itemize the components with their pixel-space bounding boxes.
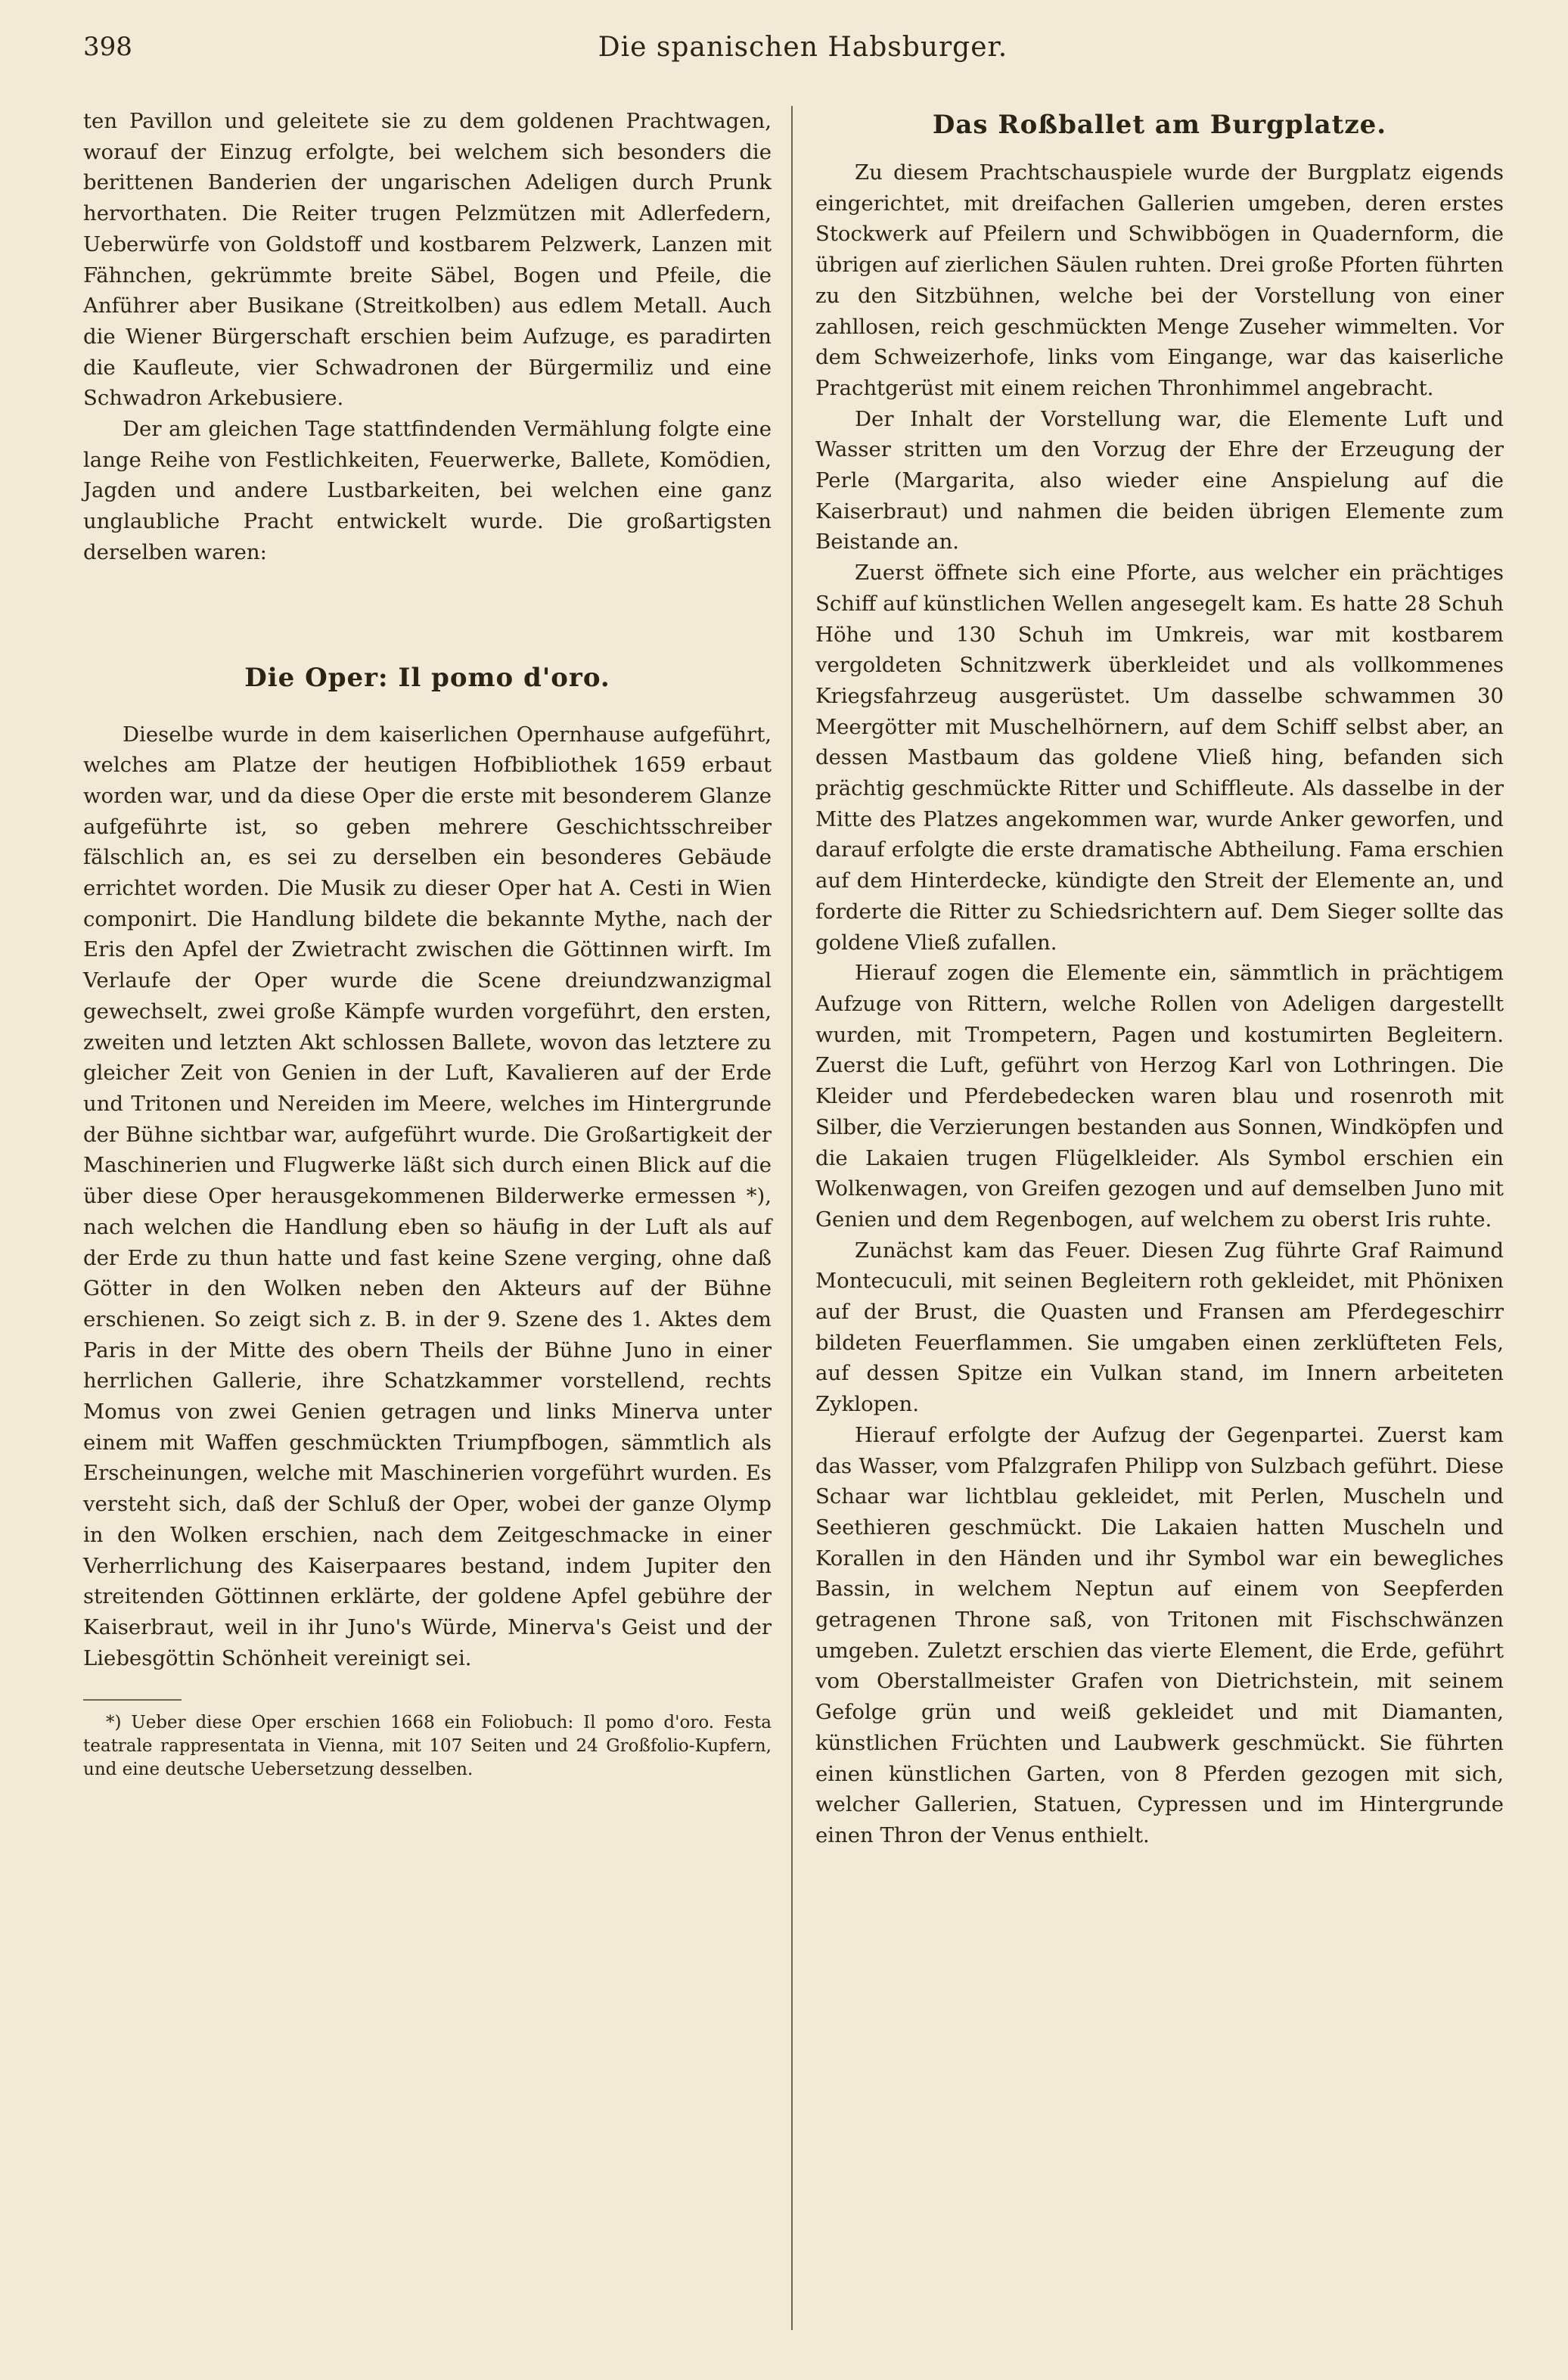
paragraph: Zunächst kam das Feuer. Diesen Zug führte Graf Raimund Montecuculi, mit seinen Begleitern roth gekleidet, mit Phönixen auf der Brust, die Quasten und Fransen am Pferdegeschirr bildeten Feuerflammen. Sie umgaben einen zerklüfteten Fels, auf dessen Spitze ein Vulkan stand, im Innern arbeiteten Zyklopen. [815, 1238, 1504, 1417]
paragraph: Der am gleichen Tage stattfindenden Vermählung folgte eine lange Reihe von Festlichkeiten, Feuerwerke, Ballete, Komödien, Jagden und andere Lustbarkeiten, bei welchen eine ganz unglaubliche Pracht entwickelt wurde. Die großartigsten derselben waren: [83, 417, 772, 564]
paragraph: Zu diesem Prachtschauspiele wurde der Burgplatz eigends eingerichtet, mit dreifachen Gallerien umgeben, deren erstes Stockwerk auf Pfeilern und Schwibbögen in Quadernform, die übrigen auf zierlichen Säulen ruhten. Drei große Pforten führten zu den Sitzbühnen, welche bei der Vorstellung von einer zahllosen, reich geschmückten Menge Zuseher wimmelten. Vor dem Schweizerhofe, links vom Eingange, war das kaiserliche Prachtgerüst mit einem reichen Thronhimmel angebracht. [815, 160, 1504, 400]
paragraph: ten Pavillon und geleitete sie zu dem goldenen Prachtwagen, worauf der Einzug erfolgte, bei welchem sich besonders die berittenen Banderien der ungarischen Adeligen durch Prunk hervorthaten. Die Reiter trugen Pelzmützen mit Adlerfedern, Ueberwürfe von Goldstoff und kostbarem Pelzwerk, Lanzen mit Fähnchen, gekrümmte breite Säbel, Bogen und Pfeile, die Anführer aber Busikane (Streitkolben) aus edlem Metall. Auch die Wiener Bürgerschaft erschien beim Aufzuge, es paradirten die Kaufleute, vier Schwadronen der Bürgermiliz und eine Schwadron Arkebusiere. [83, 109, 772, 411]
left-column [83, 106, 772, 1782]
footnote-divider [83, 1699, 182, 1701]
paragraph: Der Inhalt der Vorstellung war, die Elemente Luft und Wasser stritten um den Vorzug der Ehre der Erzeugung der Perle (Margarita, also wieder eine Anspielung auf die Kaiserbraut) und nahmen die beiden übrigen Elemente zum Beistande an. [815, 406, 1504, 555]
running-title: Die spanischen Habsburger. [598, 32, 1008, 63]
paragraph: Hierauf zogen die Elemente ein, sämmtlich in prächtigem Aufzuge von Rittern, welche Rollen von Adeligen dargestellt wurden, mit Trompetern, Pagen und kostumirten Begleitern. Zuerst die Luft, geführt von Herzog Karl von Lothringen. Die Kleider und Pferdebedecken waren blau und rosenroth mit Silber, die Verzierungen bestanden aus Sonnen, Windköpfen und die Lakaien trugen Flügelkleider. Als Symbol erschien ein Wolkenwagen, von Greifen gezogen und auf demselben Juno mit Genien und dem Regenbogen, auf welchem zu oberst Iris ruhte. [815, 961, 1504, 1232]
column-divider [791, 106, 793, 2330]
paragraph: Zuerst öffnete sich eine Pforte, aus welcher ein prächtiges Schiff auf künstlichen Wellen angesegelt kam. Es hatte 28 Schuh Höhe und 130 Schuh im Umkreis, war mit kostbarem vergoldeten Schnitzwerk überkleidet und als vollkommenes Kriegsfahrzeug ausgerüstet. Um dasselbe schwammen 30 Meergötter mit Muschelhörnern, auf dem Schiff selbst aber, an dessen Mastbaum das goldene Vließ hing, befanden sich prächtig geschmückte Ritter und Schiffleute. Als dasselbe in der Mitte des Platzes angekommen war, wurde Anker geworfen, und darauf erfolgte die erste dramatische Abtheilung. Fama erschien auf dem Hinterdecke, kündigte den Streit der Elemente an, und forderte die Ritter zu Schiedsrichtern auf. Dem Sieger sollte das goldene Vließ zufallen. [815, 561, 1504, 955]
running-head [83, 32, 1523, 77]
section-heading-ballet: Das Roßballet am Burgplatze. [932, 110, 1387, 140]
right-column [815, 106, 1504, 1851]
footnote: *) Ueber diese Oper erschien 1668 ein Foliobuch: Il pomo d'oro. Festa teatrale rappresentata in Vienna, mit 107 Seiten und 24 Großfolio-Kupfern, und eine deutsche Uebersetzung desselben. [83, 1713, 772, 1780]
paragraph: Hierauf erfolgte der Aufzug der Gegenpartei. Zuerst kam das Wasser, vom Pfalzgrafen Philipp von Sulzbach geführt. Diese Schaar war lichtblau gekleidet, mit Perlen, Muscheln und Seethieren geschmückt. Die Lakaien hatten Muscheln und Korallen in den Händen und ihr Symbol war ein bewegliches Bassin, in welchem Neptun auf einem von Seepferden getragenen Throne saß, von Tritonen mit Fischschwänzen umgeben. Zuletzt erschien das vierte Element, die Erde, geführt vom Oberstallmeister Grafen von Dietrichstein, mit seinem Gefolge grün und weiß gekleidet und mit Diamanten, künstlichen Früchten und Laubwerk geschmückt. Sie führten einen künstlichen Garten, von 8 Pferden gezogen mit sich, welcher Gallerien, Statuen, Cypressen und im Hintergrunde einen Thron der Venus enthielt. [815, 1422, 1504, 1847]
paragraph: Dieselbe wurde in dem kaiserlichen Opernhause aufgeführt, welches am Platze der heutigen Hofbibliothek 1659 erbaut worden war, und da diese Oper die erste mit besonderem Glanze aufgeführte ist, so geben mehrere Geschichtsschreiber fälschlich an, es sei zu derselben ein besonderes Gebäude errichtet worden. Die Musik zu dieser Oper hat A. Cesti in Wien componirt. Die Handlung bildete die bekannte Mythe, nach der Eris den Apfel der Zwietracht zwischen die Göttinnen wirft. Im Verlaufe der Oper wurde die Scene dreiundzwanzigmal gewechselt, zwei große Kämpfe wurden vorgeführt, den ersten, zweiten und letzten Akt schlossen Ballete, wovon das letztere zu gleicher Zeit von Genien in der Luft, Kavalieren auf der Erde und Tritonen und Nereiden im Meere, welches im Hintergrunde der Bühne sichtbar war, aufgeführt wurde. Die Großartigkeit der Maschinerien und Flugwerke läßt sich durch einen Blick auf die über diese Oper herausgekommenen Bilderwerke ermessen *), nach welchen die Handlung eben so häufig in der Luft als auf der Erde zu thun hatte und fast keine Szene verging, ohne daß Götter in den Wolken neben den Akteurs auf der Bühne erschienen. So zeigt sich z. B. in der 9. Szene des 1. Aktes dem Paris in der Mitte des obern Theils der Bühne Juno in einer herrlichen Gallerie, ihre Schatzkammer vorstellend, rechts Momus von zwei Genien getragen und links Minerva unter einem mit Waffen geschmückten Triumpfbogen, sämmtlich als Erscheinungen, welche mit Maschinerien vorgeführt wurden. Es versteht sich, daß der Schluß der Oper, wobei der ganze Olymp in den Wolken erschien, nach dem Zeitgeschmacke in einer Verherrlichung des Kaiserpaares bestand, indem Jupiter den streitenden Göttinnen erklärte, der goldene Apfel gebühre der Kaiserbraut, weil in ihr Juno's Würde, Minerva's Geist und der Liebesgöttin Schönheit vereinigt sei. [83, 722, 772, 1670]
page-number: 398 [83, 32, 132, 62]
section-heading-opera: Die Oper: Il pomo d'oro. [244, 662, 610, 693]
